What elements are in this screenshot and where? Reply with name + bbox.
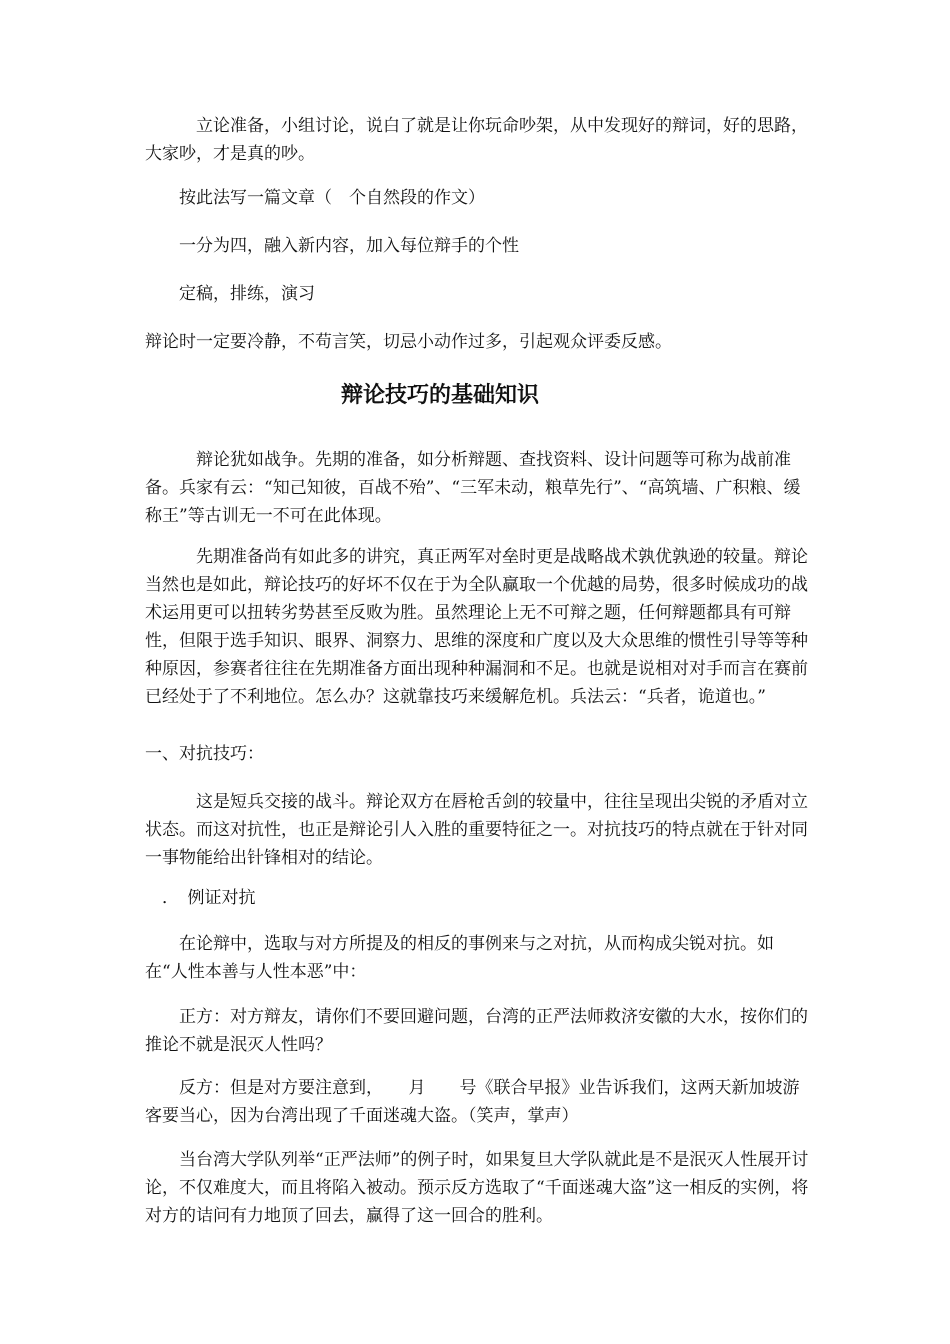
heading-example-confrontation: ． 例证对抗 — [145, 888, 256, 908]
paragraph-split-four: 一分为四，融入新内容，加入每位辩手的个性 — [145, 236, 519, 256]
paragraph-analysis: 当台湾大学队列举“正严法师”的例子时，如果复旦大学队就此是不是泯灭人性展开讨论，不仅难度大，而且将陷入被动。预示反方选取了“千面迷魂大盗”这一相反的实例，将对方的诘问有力地顶了回去，赢得了这一回合的胜利。 — [145, 1150, 809, 1226]
paragraph-debate-like-war: 辩论犹如战争。先期的准备，如分析辩题、查找资料、设计问题等可称为战前准备。兵家有云：“知己知彼，百战不殆”、“三军未动，粮草先行”、“高筑墙、广积粮、缓称王”等古训无一不可在此体现。 — [145, 450, 801, 526]
paragraph-affirmative-side: 正方：对方辩友，请你们不要回避问题，台湾的正严法师救济安徽的大水，按你们的推论不就是泯灭人性吗？ — [145, 1007, 808, 1055]
paragraph-choose-counter-example: 在论辩中，选取与对方所提及的相反的事例来与之对抗，从而构成尖锐对抗。如在“人性本善与人性本恶”中： — [145, 934, 774, 982]
paragraph-write-essay: 按此法写一篇文章（ 个自然段的作文） — [145, 188, 485, 208]
paragraph-stay-calm: 辩论时一定要冷静，不苟言笑，切忌小动作过多，引起观众评委反感。 — [145, 332, 672, 352]
heading-confrontation-skills: 一、对抗技巧： — [145, 744, 264, 764]
paragraph-finalize: 定稿，排练，演习 — [145, 284, 315, 304]
paragraph-prep-and-tactics: 先期准备尚有如此多的讲究，真正两军对垒时更是战略战术孰优孰逊的较量。辩论当然也是如此，辩论技巧的好坏不仅在于为全队赢取一个优越的局势，很多时候成功的战术运用更可以扭转劣势甚至反败为胜。虽然理论上无不可辩之题，任何辩题都具有可辩性，但限于选手知识、眼界、洞察力、思维的深度和广度以及大众思维的惯性引导等等种种原因，参赛者往往在先期准备方面出现种种漏洞和不足。也就是说相对对手而言在赛前已经处于了不利地位。怎么办？这就靠技巧来缓解危机。兵法云：“兵者，诡道也。” — [145, 547, 808, 707]
paragraph-negative-side: 反方：但是对方要注意到， 月 号《联合早报》业告诉我们，这两天新加坡游客要当心，因为台湾出现了千面迷魂大盗。（笑声，掌声） — [145, 1078, 800, 1126]
section-title: 辩论技巧的基础知识 — [340, 382, 539, 408]
paragraph-discussion-prep: 立论准备，小组讨论，说白了就是让你玩命吵架，从中发现好的辩词，好的思路，大家吵，才是真的吵。 — [145, 116, 808, 164]
paragraph-short-combat: 这是短兵交接的战斗。辩论双方在唇枪舌剑的较量中，往往呈现出尖锐的矛盾对立状态。而这对抗性，也正是辩论引人入胜的重要特征之一。对抗技巧的特点就在于针对同一事物能给出针锋相对的结论。 — [145, 792, 808, 868]
